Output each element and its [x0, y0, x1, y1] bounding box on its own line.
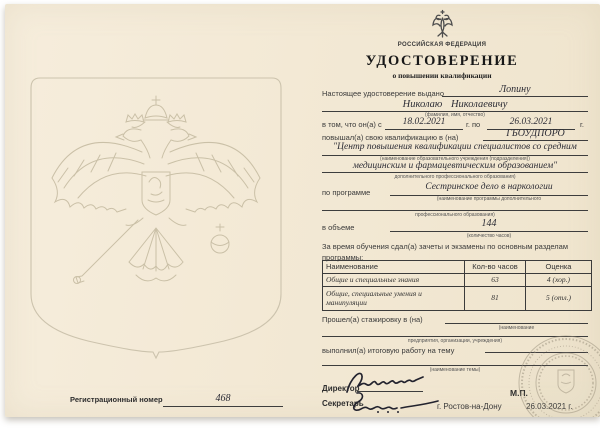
secretary-signature — [343, 390, 447, 417]
issued-label: Настоящее удостоверение выдано — [322, 89, 444, 98]
org-abbr-line — [483, 128, 588, 141]
thesis-label: выполнил(а) итоговую работу на тему — [322, 346, 455, 355]
g-label: г. — [580, 120, 584, 129]
internship-label: Прошел(а) стажировку в (на) — [322, 315, 423, 324]
volume-line — [390, 218, 588, 232]
date-from-value: 18.02.2021 — [402, 117, 446, 127]
table-header-hours: Кол-во часов — [465, 261, 526, 274]
internship-hint2: предприятия, организации, учреждения) — [407, 338, 503, 344]
surname-value: Лопину — [499, 84, 531, 95]
table-row-hours: 63 — [465, 274, 526, 287]
volume-hint: (количество часов) — [466, 233, 512, 239]
country-label: РОССИЙСКАЯ ФЕДЕРАЦИЯ — [397, 42, 487, 48]
period-pre-label: в том, что он(а) с — [322, 120, 382, 129]
certificate-title: УДОСТОВЕРЕНИЕ — [365, 53, 519, 69]
internship-line — [445, 310, 588, 324]
grades-table — [322, 260, 592, 311]
mp-label: М.П. — [510, 388, 528, 398]
registration-value: 468 — [215, 393, 231, 404]
city-label: г. Ростов-на-Дону — [437, 402, 502, 411]
registration-label: Регистрационный номер — [70, 395, 163, 404]
org-hint1: (наименование образовательного учреждения (подразделения)) — [380, 156, 530, 162]
org-hint2: дополнительного профессионального образования) — [394, 174, 516, 180]
table-header-grade: Оценка — [526, 261, 592, 274]
program-line — [390, 182, 588, 196]
program-label: по программе — [322, 188, 371, 197]
org-line1-value: "Центр повышения квалификации специалистов со средним — [333, 142, 577, 152]
internship-hint1: (наименование — [498, 325, 535, 331]
date-from-line — [385, 117, 463, 130]
name-patronymic-value: Николаю Николаевичу — [402, 99, 508, 110]
registration-line — [163, 393, 283, 407]
g-po-label: г. по — [466, 120, 481, 129]
secretary-label: Секретарь — [322, 399, 364, 408]
date-to-value: 26.03.2021 — [509, 117, 553, 127]
exams-text: За время обучения сдал(а) зачеты и экзамены по основным разделам программы: — [322, 242, 568, 262]
table-row-name: Общие, специальные умения и манипуляции — [323, 287, 465, 311]
table-row-grade: 4 (хор.) — [526, 274, 592, 287]
coat-of-arms-watermark — [24, 76, 288, 362]
volume-label: в объеме — [322, 223, 355, 232]
upgraded-label: повышал(а) свою квалификацию в (на) — [322, 133, 459, 142]
program-empty-line — [322, 200, 588, 211]
fio-hint: (фамилия, имя, отчество) — [425, 112, 485, 118]
director-label: Директор — [322, 384, 360, 393]
round-stamp — [515, 332, 600, 417]
table-row-grade: 5 (отл.) — [526, 287, 592, 311]
certificate-paper — [5, 4, 600, 417]
program-hint2: профессионального образования) — [415, 212, 495, 218]
table-header-name: Наименование — [323, 261, 465, 274]
program-hint1: (наименование программы дополнительного — [436, 196, 542, 202]
org-line1 — [322, 142, 588, 156]
program-value: Сестринское дело в наркологии — [425, 182, 553, 192]
org-line2-value: медицинским и фармацевтическим образованием" — [352, 161, 558, 171]
table-row-hours: 81 — [465, 287, 526, 311]
org-line2 — [322, 161, 588, 173]
volume-value: 144 — [481, 218, 497, 229]
issue-date-label: 26.03.2021 г. — [526, 402, 573, 411]
org-abbr-value: ГБОУДПОРО — [506, 128, 565, 139]
certificate-subtitle: о повышении квалификации — [392, 71, 492, 80]
eagle-emblem-icon — [432, 8, 453, 38]
surname-line — [442, 84, 588, 97]
table-row-name: Общие и специальные знания — [323, 274, 465, 287]
thesis-hint: (наименование темы) — [429, 367, 481, 373]
name-line — [322, 99, 588, 112]
